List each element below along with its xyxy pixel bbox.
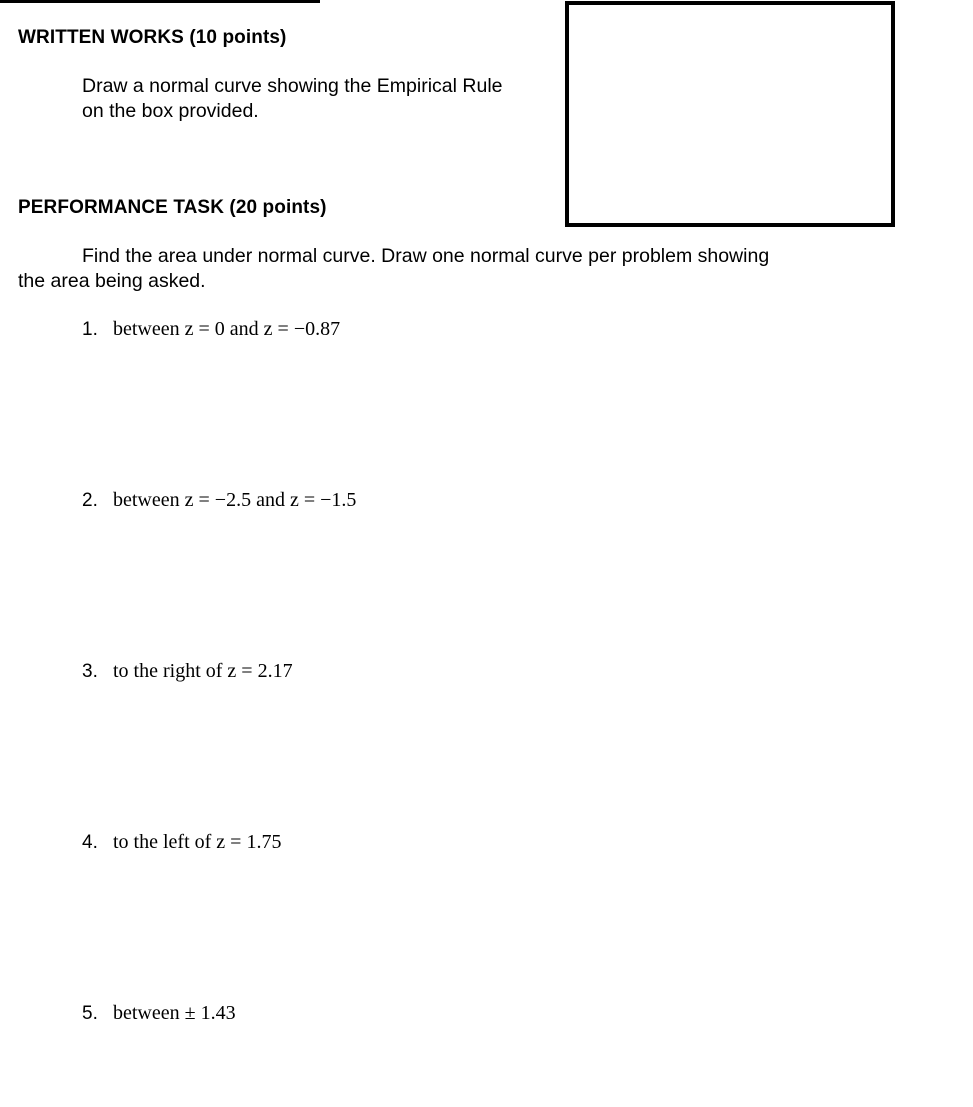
problem-text: between ± 1.43: [113, 1002, 236, 1024]
written-works-heading: WRITTEN WORKS (10 points): [18, 27, 287, 48]
problem-1: [82, 318, 340, 341]
performance-task-instruction-line1: Find the area under normal curve. Draw one normal curve per problem showing: [82, 245, 770, 267]
problem-2: [82, 489, 356, 512]
top-rule: [0, 0, 320, 3]
written-works-instruction: [82, 74, 503, 124]
problem-number: 1.: [82, 319, 98, 340]
problem-3: [82, 660, 293, 683]
problem-5: [82, 1002, 236, 1025]
problem-text: to the right of z = 2.17: [113, 660, 293, 682]
problem-number: 3.: [82, 661, 98, 682]
written-works-instruction-line2: on the box provided.: [82, 100, 259, 122]
problem-text: between z = 0 and z = −0.87: [113, 318, 341, 340]
performance-task-heading: PERFORMANCE TASK (20 points): [18, 197, 327, 218]
problem-4: [82, 831, 281, 854]
performance-task-instruction-line2: the area being asked.: [18, 270, 206, 292]
problem-text: between z = −2.5 and z = −1.5: [113, 489, 357, 511]
problem-text: to the left of z = 1.75: [113, 831, 282, 853]
written-works-instruction-line1: Draw a normal curve showing the Empirical Rule: [82, 75, 503, 97]
problem-number: 2.: [82, 490, 98, 511]
empirical-rule-answer-box[interactable]: [565, 1, 895, 227]
problem-number: 4.: [82, 832, 98, 853]
problem-number: 5.: [82, 1003, 98, 1024]
